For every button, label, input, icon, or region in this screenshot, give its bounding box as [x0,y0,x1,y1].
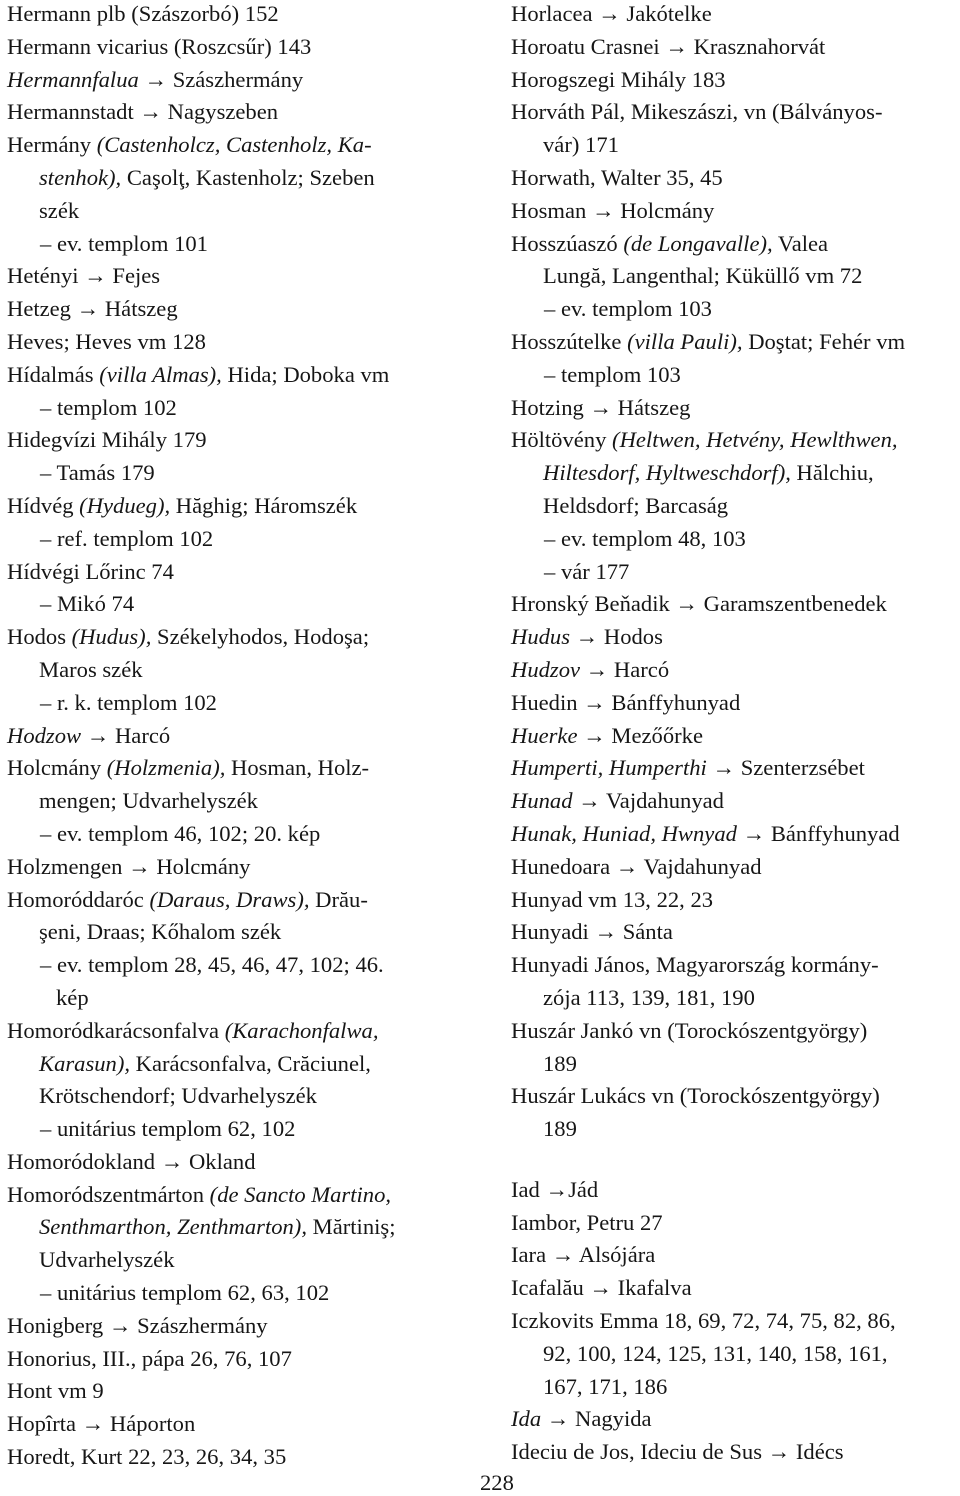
entry-text-italic: (villa Pauli), [627,328,743,354]
index-entry [7,328,477,361]
index-entry [7,33,477,66]
index-entry-continuation [511,492,956,525]
index-entry [511,853,956,886]
entry-text: Ideciu de Jos, Ideciu de Sus → Idécs [511,1439,844,1465]
index-entry [511,787,956,820]
entry-text: Huszár Jankó vn (Torockószentgyörgy) [511,1017,868,1043]
entry-text: Hosman, Holz- [225,755,370,781]
entry-text: Hermannstadt → Nagyszeben [7,99,279,125]
entry-text: Karácsonfalva, Crăciunel, [130,1050,371,1076]
entry-text-italic: (de Longavalle), [623,230,773,256]
entry-text: Horedt, Kurt 22, 23, 26, 34, 35 [7,1444,287,1470]
entry-text: → Harcó [580,656,670,682]
entry-text: Horwath, Walter 35, 45 [511,164,723,190]
index-entry [7,722,477,755]
index-entry [7,262,477,295]
entry-text: Hídvég [7,492,80,518]
index-entry [511,1209,956,1242]
entry-text: → Harcó [81,722,171,748]
index-entry [7,66,477,99]
index-column-left [7,0,477,1476]
entry-text: – ev. templom 101 [40,230,208,256]
index-entry [511,689,956,722]
entry-text: – r. k. templom 102 [40,689,217,715]
index-entry [511,33,956,66]
index-entry-continuation [511,984,956,1017]
entry-text: Hídvégi Lőrinc 74 [7,558,174,584]
entry-text: → Vajdahunyad [572,788,724,814]
entry-text: şeni, Draas; Kőhalom szék [39,919,282,945]
index-entry [511,426,956,459]
entry-text: Icafalău → Ikafalva [511,1275,692,1301]
entry-text-italic: Hermannfalua [7,66,139,92]
index-entry-continuation [7,787,477,820]
entry-text: Doştat; Fehér vm [742,328,906,354]
index-entry [7,98,477,131]
index-entry [7,492,477,525]
entry-text: Hont vm 9 [7,1378,104,1404]
entry-text: → Szenterzsébet [706,755,865,781]
index-entry-continuation [7,1246,477,1279]
entry-text: Hodos [7,624,72,650]
entry-text: Holcmány [7,755,107,781]
entry-text: Hăghig; Háromszék [170,492,358,518]
entry-text: Homoródokland → Okland [7,1148,256,1174]
index-entry [7,886,477,919]
index-entry [7,295,477,328]
entry-text-italic: (Hydueg), [79,492,171,518]
index-entry [511,820,956,853]
entry-text: – ev. templom 46, 102; 20. kép [40,820,321,846]
entry-text: Horlacea → Jakótelke [511,1,712,26]
entry-text: 189 [543,1116,577,1142]
index-entry [511,1241,956,1274]
entry-text: Maros szék [39,656,143,682]
index-entry-continuation [7,197,477,230]
index-entry [7,754,477,787]
entry-text: szék [39,197,80,223]
entry-text: – unitárius templom 62, 63, 102 [40,1280,330,1306]
entry-text: – unitárius templom 62, 102 [40,1116,296,1142]
entry-text: Horogszegi Mihály 183 [511,66,726,92]
index-entry [7,853,477,886]
entry-text: Homoródkarácsonfalva [7,1017,225,1043]
entry-text: Hermann plb (Szászorbó) 152 [7,1,279,26]
index-entry-continuation [7,918,477,951]
index-entry-continuation [7,984,477,1017]
entry-text: Hídalmás [7,361,100,387]
index-entry [7,0,477,33]
entry-text: Höltövény [511,427,613,453]
index-entry-continuation [7,230,477,263]
entry-text-italic: (Heltwen, Hetvény, Hewlthwen, [612,427,898,453]
entry-text-italic: (Karachonfalwa, [224,1017,379,1043]
entry-text: Iczkovits Emma 18, 69, 72, 74, 75, 82, 86, [511,1308,896,1334]
index-entry-continuation [7,1050,477,1083]
index-entry-continuation [7,689,477,722]
index-entry [7,623,477,656]
page-number: 228 [480,1470,514,1495]
entry-text-italic: Huerke [511,722,578,748]
index-entry [511,656,956,689]
index-entry-continuation [7,1082,477,1115]
index-entry [511,1438,956,1471]
entry-text: Drău- [309,886,368,912]
entry-text: Hosman → Holcmány [511,197,715,223]
index-entry [511,623,956,656]
entry-text: – vár 177 [544,558,630,584]
index-entry-continuation [7,590,477,623]
entry-text: – ev. templom 103 [544,296,712,322]
index-entry [7,426,477,459]
index-entry-continuation [511,361,956,394]
index-entry [511,230,956,263]
entry-text: – ev. templom 48, 103 [544,525,746,551]
index-entry [7,131,477,164]
entry-text-italic: Senthmarthon, Zenthmarton), [39,1214,307,1240]
index-entry [511,1307,956,1340]
index-entry-continuation [511,295,956,328]
entry-text: Hosszúaszó [511,230,624,256]
entry-text: → Nagyida [541,1406,652,1432]
index-entry [511,918,956,951]
index-entry [7,1181,477,1214]
entry-text-italic: Hudzov [511,656,581,682]
index-entry-continuation [511,1340,956,1373]
index-entry [7,1377,477,1410]
entry-text: Huszár Lukács vn (Torockószentgyörgy) [511,1083,880,1109]
index-entry-continuation [511,459,956,492]
index-entry-continuation [7,820,477,853]
index-entry [511,98,956,131]
index-entry [511,590,956,623]
index-entry [511,197,956,230]
entry-text: Valea [772,230,829,256]
index-entry [511,951,956,984]
entry-text: – ev. templom 28, 45, 46, 47, 102; 46. [40,952,384,978]
entry-text: Iara → Alsójára [511,1242,656,1268]
entry-text: Homoróddaróc [7,886,150,912]
index-entry-continuation [7,459,477,492]
entry-text-italic: Hudus [511,624,570,650]
index-entry [511,1176,956,1209]
entry-text: Udvarhelyszék [39,1247,175,1273]
index-entry [511,722,956,755]
entry-text: → Hodos [570,624,663,650]
entry-text: – templom 102 [40,394,177,420]
entry-text-italic: (villa Almas), [99,361,222,387]
entry-text: Heldsdorf; Barcaság [543,492,729,518]
entry-text-italic: Hunad [511,788,573,814]
entry-text-italic: Hodzow [7,722,82,748]
index-entry [511,886,956,919]
index-entry [511,754,956,787]
entry-text: 189 [543,1050,577,1076]
entry-text: – ref. templom 102 [40,525,214,551]
entry-text-italic: Humperti, Humperthi [511,755,707,781]
entry-text: Lungă, Langenthal; Küküllő vm 72 [543,263,863,289]
index-entry-continuation [511,525,956,558]
index-entry-continuation [511,1115,956,1148]
entry-text: Caşolţ, Kastenholz; Szeben [121,164,375,190]
entry-text: Homoródszentmárton [7,1181,210,1207]
entry-text: – Tamás 179 [40,460,155,486]
index-entry-continuation [511,558,956,591]
entry-text-italic: stenhok), [39,164,122,190]
entry-text: zója 113, 139, 181, 190 [543,984,755,1010]
index-entry [511,0,956,33]
entry-text: Krötschendorf; Udvarhelyszék [39,1083,317,1109]
entry-text: Heves; Heves vm 128 [7,328,206,354]
index-entry-continuation [7,1115,477,1148]
entry-text-italic: (Castenholcz, Castenholz, Ka- [96,132,372,158]
index-entry [7,1312,477,1345]
index-entry [511,66,956,99]
entry-text: Székelyhodos, Hodoşa; [151,624,370,650]
index-entry [7,1410,477,1443]
index-entry-continuation [7,394,477,427]
entry-text: mengen; Udvarhelyszék [39,788,258,814]
entry-text-italic: (Holzmenia), [106,755,226,781]
entry-text: Holzmengen → Holcmány [7,853,251,879]
entry-text-italic: Karasun), [39,1050,131,1076]
entry-text: Hetényi → Fejes [7,263,161,289]
index-entry [511,164,956,197]
index-entry-continuation [511,1050,956,1083]
entry-text: Hotzing → Hátszeg [511,394,691,420]
index-entry-continuation [7,525,477,558]
entry-text: vár) 171 [543,132,619,158]
index-entry [7,1148,477,1181]
entry-text: Hunyadi János, Magyarország kormány- [511,952,879,978]
entry-text: Hida; Doboka vm [221,361,390,387]
index-entry-continuation [511,131,956,164]
entry-text: – Mikó 74 [40,591,135,617]
entry-text-italic: Ida [511,1406,542,1432]
entry-text-italic: (Hudus), [71,624,152,650]
entry-text: Horváth Pál, Mikeszászi, vn (Bálványos- [511,99,883,125]
entry-text: → Bánffyhunyad [736,820,900,846]
index-entry [511,328,956,361]
index-entry-continuation [511,262,956,295]
entry-text: Hunyadi → Sánta [511,919,673,945]
entry-text-italic: Hunak, Huniad, Hwnyad [511,820,737,846]
entry-text: – templom 103 [544,361,681,387]
index-entry [511,1405,956,1438]
entry-text: Hunyad vm 13, 22, 23 [511,886,714,912]
index-entry-continuation [7,164,477,197]
index-entry [511,1082,956,1115]
entry-text: Honorius, III., pápa 26, 76, 107 [7,1345,292,1371]
entry-text-italic: (de Sancto Martino, [209,1181,392,1207]
entry-text: Hălchiu, [790,460,874,486]
entry-text: Hidegvízi Mihály 179 [7,427,207,453]
entry-text: Huedin → Bánffyhunyad [511,689,741,715]
entry-text: Hosszútelke [511,328,628,354]
entry-text: → Szászhermány [138,66,304,92]
entry-text-italic: (Daraus, Draws), [149,886,310,912]
index-entry [7,1443,477,1476]
index-entry [511,1017,956,1050]
entry-text: Hetzeg → Hátszeg [7,296,178,322]
index-entry [7,558,477,591]
entry-text: Hronský Beňadik → Garamszentbenedek [511,591,887,617]
entry-text: Hopîrta → Háporton [7,1411,196,1437]
entry-text: kép [56,984,89,1010]
entry-text-italic: Hiltesdorf, Hyltweschdorf), [543,460,791,486]
index-entry-continuation [7,1213,477,1246]
index-entry-continuation [7,1279,477,1312]
index-entry-continuation [7,951,477,984]
index-column-right [511,0,956,1471]
index-entry [7,1017,477,1050]
index-entry-continuation [511,1373,956,1406]
section-gap [511,1148,956,1176]
entry-text: Iad →Jád [511,1176,599,1202]
entry-text: Horoatu Crasnei → Krasznahorvát [511,33,826,59]
entry-text: Mărtiniş; [306,1214,396,1240]
entry-text: Hermann vicarius (Roszcsűr) 143 [7,33,312,59]
entry-text: 167, 171, 186 [543,1373,668,1399]
index-entry [511,394,956,427]
entry-text: 92, 100, 124, 125, 131, 140, 158, 161, [543,1340,888,1366]
entry-text: → Mezőőrke [577,722,703,748]
index-entry-continuation [7,656,477,689]
index-entry [7,1345,477,1378]
entry-text: Honigberg → Szászhermány [7,1312,268,1338]
entry-text: Hermány [7,132,97,158]
index-entry [7,361,477,394]
entry-text: Iambor, Petru 27 [511,1209,663,1235]
index-entry [511,1274,956,1307]
entry-text: Hunedoara → Vajdahunyad [511,853,762,879]
